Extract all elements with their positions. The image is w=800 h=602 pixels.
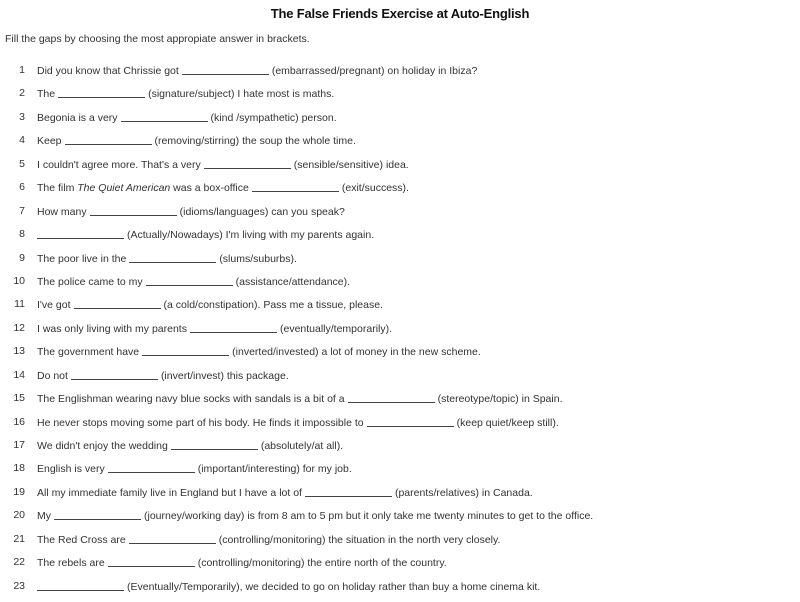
answer-options: (stereotype/topic) (437, 393, 519, 406)
exercise-item (0, 86, 800, 109)
answer-options: (assistance/attendance). (235, 275, 351, 288)
answer-gap[interactable] (90, 205, 177, 216)
item-sentence (37, 344, 481, 360)
item-number: 5 (19, 157, 25, 170)
text-before: I've got (37, 299, 71, 312)
text-before: The (37, 88, 56, 101)
answer-gap[interactable] (171, 439, 258, 450)
item-sentence (37, 297, 383, 313)
text-before: Keep (37, 135, 62, 148)
answer-gap[interactable] (54, 509, 141, 520)
answer-options: (sensible/sensitive) (293, 158, 384, 171)
item-number: 6 (19, 181, 25, 194)
item-number: 22 (13, 556, 25, 569)
exercise-item (0, 133, 800, 156)
answer-options: (inverted/invested) (232, 346, 319, 359)
item-sentence (37, 204, 345, 220)
item-number: 1 (19, 64, 25, 76)
text-after: the situation in the north very closely. (328, 533, 501, 546)
instructions: Fill the gaps by choosing the most appropiate answer in brackets. (5, 33, 310, 45)
exercise-item (0, 227, 800, 250)
page-title: The False Friends Exercise at Auto-English (270, 6, 530, 21)
item-sentence (37, 368, 289, 384)
answer-options: (signature/subject) (148, 88, 235, 101)
text-before: The police came to my (37, 275, 143, 288)
text-after: on holiday in Ibiza? (387, 65, 478, 77)
item-sentence (37, 579, 540, 595)
answer-options: (controlling/monitoring) (197, 557, 305, 570)
item-number: 8 (19, 228, 25, 241)
exercise-item (0, 461, 800, 484)
item-number: 18 (13, 462, 25, 475)
answer-options: (parents/relatives) (394, 486, 479, 499)
text-before: The Englishman wearing navy blue socks with sandals is a bit of a (37, 393, 345, 406)
exercise-item (0, 415, 800, 438)
answer-options: (kind /sympathetic) (210, 111, 299, 124)
exercise-list (0, 63, 800, 602)
answer-gap[interactable] (146, 275, 233, 286)
answer-options: (Actually/Nowadays) (127, 229, 223, 242)
answer-gap[interactable] (129, 533, 216, 544)
item-number: 3 (19, 110, 25, 123)
item-number: 9 (19, 251, 25, 264)
text-before: Do not (37, 369, 68, 382)
text-before: The government have (37, 346, 140, 359)
answer-gap[interactable] (108, 556, 195, 567)
exercise-item (0, 251, 800, 274)
text-after: in Spain. (521, 393, 563, 406)
exercise-item (0, 321, 800, 344)
text-after: this package. (226, 369, 289, 382)
item-sentence (37, 274, 350, 290)
answer-options: (keep quiet/keep still). (456, 416, 559, 429)
answer-options: (controlling/monitoring) (218, 533, 326, 546)
exercise-item (0, 274, 800, 297)
exercise-item (0, 63, 800, 86)
item-number: 14 (13, 368, 25, 381)
item-sentence (37, 438, 343, 454)
answer-gap[interactable] (182, 64, 269, 75)
answer-gap[interactable] (58, 87, 145, 98)
exercise-item (0, 438, 800, 461)
text-before: How many (37, 205, 87, 218)
text-before: My (37, 510, 51, 523)
item-sentence (37, 133, 356, 149)
answer-gap[interactable] (37, 580, 124, 591)
item-sentence (37, 321, 392, 337)
answer-gap[interactable] (190, 322, 277, 333)
exercise-item (0, 157, 800, 180)
answer-options: (idioms/languages) (179, 205, 269, 218)
exercise-item (0, 297, 800, 320)
text-before: The Red Cross are (37, 533, 126, 546)
text-after: Pass me a tissue, please. (263, 299, 383, 312)
exercise-item (0, 368, 800, 391)
answer-gap[interactable] (121, 111, 208, 122)
exercise-item (0, 344, 800, 367)
answer-options: (slums/suburbs). (219, 252, 297, 265)
answer-gap[interactable] (129, 252, 216, 263)
answer-options: (eventually/temporarily). (279, 322, 393, 335)
item-sentence (37, 110, 337, 126)
text-after: idea. (385, 158, 409, 171)
text-before: He never stops moving some part of his body. He finds it impossible to (37, 416, 364, 429)
exercise-item (0, 532, 800, 555)
text-after: in Canada. (481, 486, 533, 499)
item-sentence (37, 227, 374, 243)
item-sentence (37, 63, 477, 79)
answer-options: (important/interesting) (197, 463, 300, 476)
item-number: 2 (19, 87, 25, 100)
item-number: 17 (13, 439, 25, 451)
answer-gap[interactable] (37, 228, 124, 239)
exercise-item (0, 579, 800, 602)
item-number: 13 (13, 345, 25, 358)
exercise-item (0, 508, 800, 531)
text-before: Did you know that Chrissie got (37, 65, 179, 77)
answer-gap[interactable] (71, 369, 158, 380)
item-sentence (37, 532, 500, 548)
item-number: 21 (13, 532, 25, 545)
exercise-item (0, 555, 800, 578)
answer-options: (journey/working day) (144, 510, 245, 523)
item-number: 19 (13, 485, 25, 498)
item-sentence (37, 555, 447, 571)
item-number: 11 (14, 298, 25, 311)
text-after: we decided to go on holiday rather than buy a home cinema kit. (245, 580, 541, 593)
item-number: 7 (19, 204, 25, 217)
text-after: the entire north of the country. (307, 557, 447, 570)
text-before: I couldn't agree more. That's a very (37, 158, 201, 171)
answer-gap[interactable] (108, 462, 195, 473)
item-number: 15 (13, 392, 25, 405)
text-after: is from 8 am to 5 pm but it only take me twenty minutes to get to the office. (247, 510, 594, 523)
answer-gap[interactable] (305, 486, 392, 497)
answer-gap[interactable] (348, 392, 435, 403)
answer-gap[interactable] (74, 298, 161, 309)
item-number: 16 (13, 415, 25, 428)
item-number: 12 (13, 321, 25, 334)
item-number: 4 (19, 134, 25, 147)
item-sentence (37, 157, 409, 173)
item-sentence (37, 391, 563, 407)
text-after: for my job. (302, 463, 352, 476)
item-sentence (37, 461, 352, 477)
exercise-item (0, 204, 800, 227)
exercise-item (0, 485, 800, 508)
answer-options: (embarrassed/pregnant) (271, 65, 385, 77)
text-after: I hate most is maths. (237, 88, 335, 101)
exercise-item (0, 391, 800, 414)
film-title: The Quiet American (77, 182, 171, 195)
text-after: person. (301, 111, 337, 124)
item-sentence (37, 508, 593, 524)
item-sentence (37, 86, 334, 102)
answer-gap[interactable] (65, 134, 152, 145)
text-before: The rebels are (37, 557, 105, 570)
text-before: The poor live in the (37, 252, 127, 265)
exercise-item (0, 180, 800, 203)
text-after: the soup the whole time. (242, 135, 356, 148)
answer-options: (removing/stirring) (154, 135, 240, 148)
text-before: We didn't enjoy the wedding (37, 440, 168, 452)
text-after: can you speak? (271, 205, 345, 218)
item-sentence (37, 251, 297, 267)
text-after: a lot of money in the new scheme. (321, 346, 481, 359)
item-sentence (37, 415, 559, 431)
item-sentence (37, 180, 409, 196)
answer-options: (Eventually/Temporarily), (127, 580, 243, 593)
answer-options: (absolutely/at all). (260, 440, 344, 452)
text-before: The film (37, 182, 75, 195)
item-sentence (37, 485, 533, 501)
answer-gap[interactable] (204, 158, 291, 169)
exercise-item (0, 110, 800, 133)
text-after: I'm living with my parents again. (225, 229, 375, 242)
answer-gap[interactable] (252, 181, 339, 192)
text-before: Begonia is a very (37, 111, 118, 124)
answer-gap[interactable] (142, 345, 229, 356)
answer-gap[interactable] (367, 416, 454, 427)
answer-options: (a cold/constipation). (163, 299, 261, 312)
item-number: 23 (13, 579, 25, 592)
text-before-tail: was a box-office (173, 182, 249, 195)
item-number: 10 (13, 274, 25, 287)
text-before: I was only living with my parents (37, 322, 187, 335)
item-number: 20 (13, 509, 25, 522)
text-before: English is very (37, 463, 105, 476)
text-before: All my immediate family live in England but I have a lot of (37, 486, 302, 499)
answer-options: (exit/success). (341, 182, 409, 195)
answer-options: (invert/invest) (160, 369, 224, 382)
